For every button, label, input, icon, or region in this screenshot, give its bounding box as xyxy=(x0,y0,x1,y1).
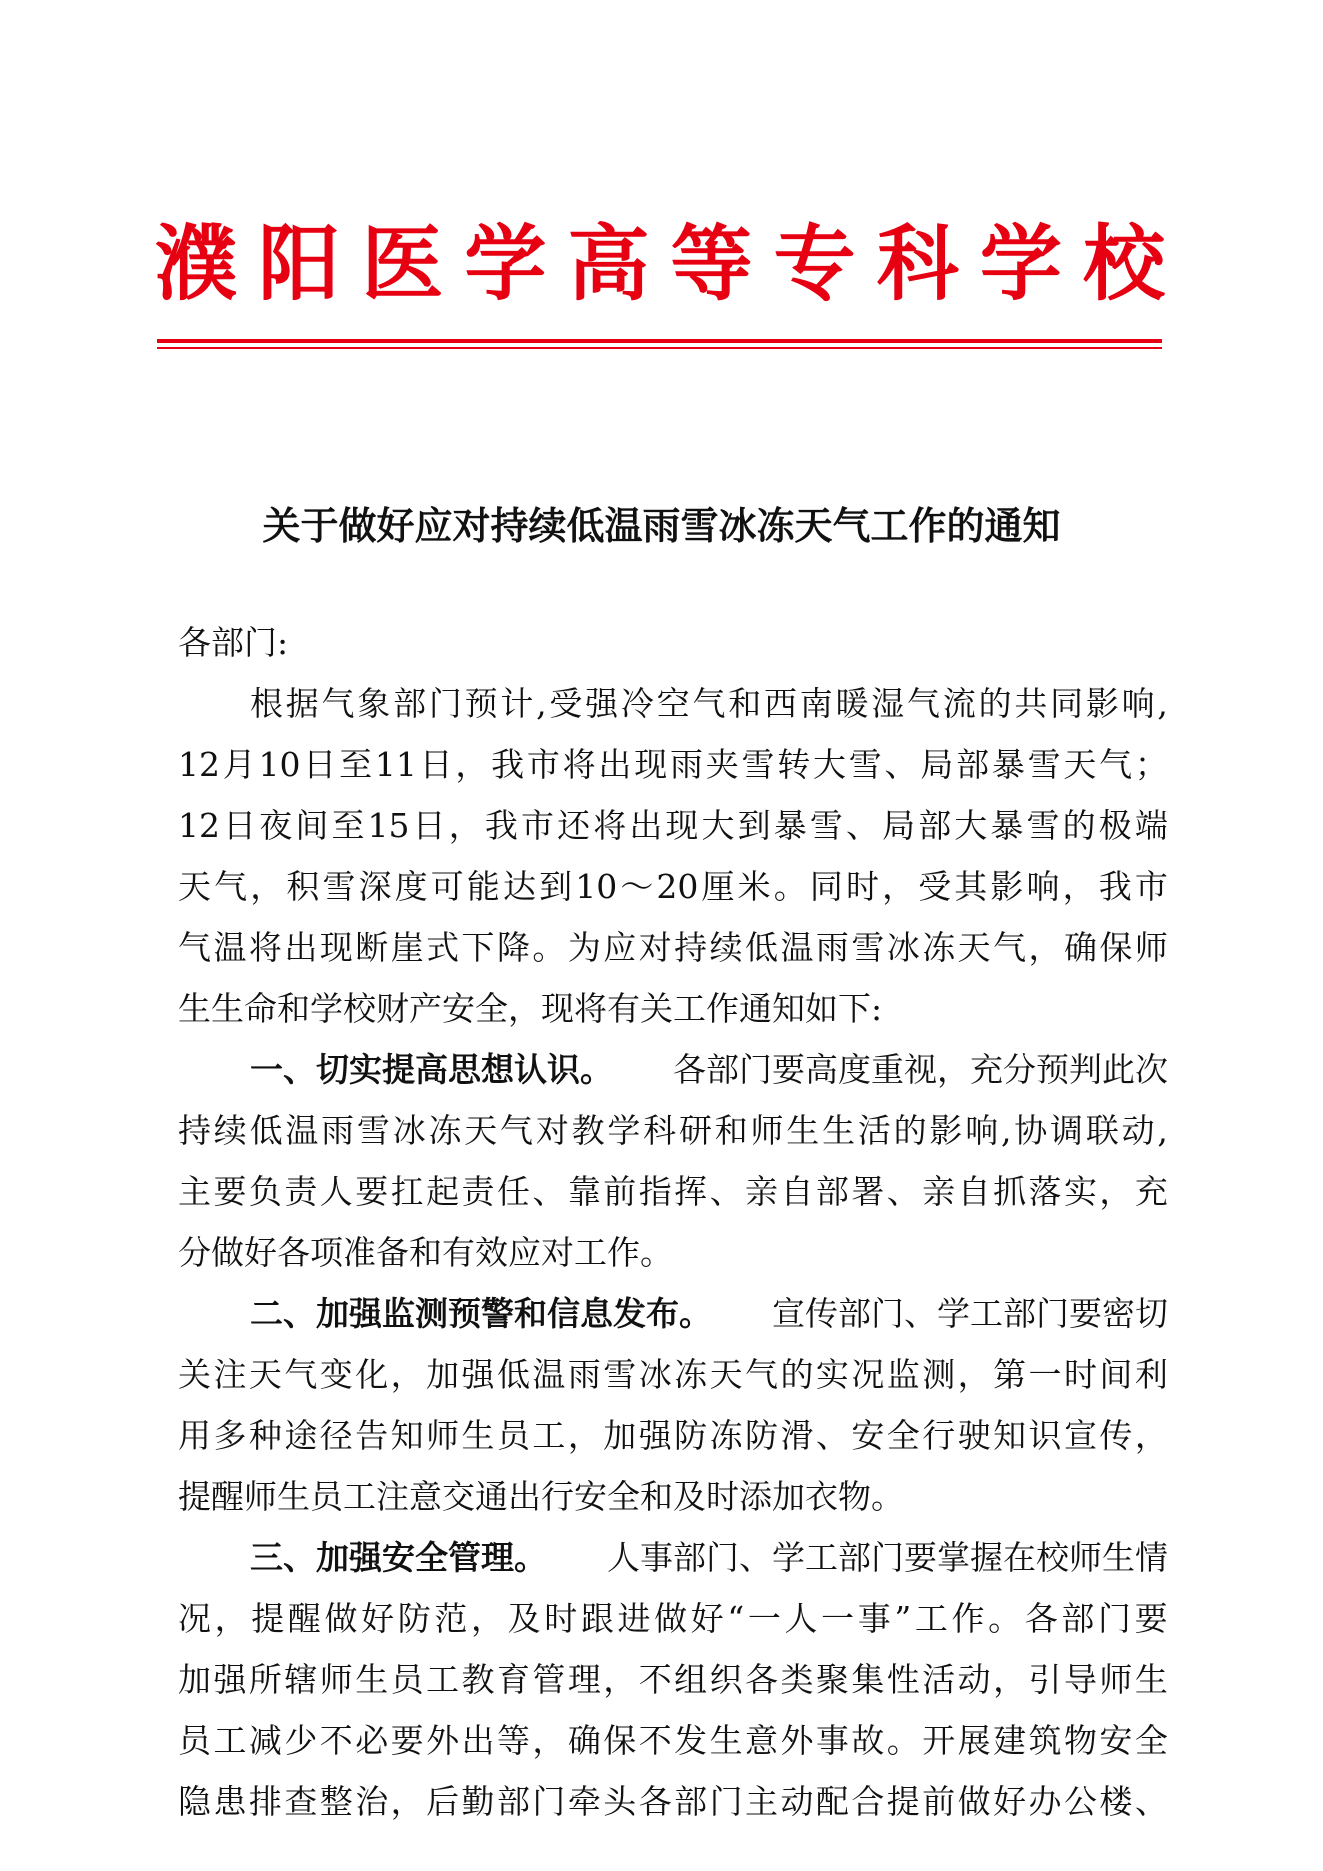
section-1-heading: 一、切实提高思想认识。 xyxy=(250,1050,613,1089)
masthead-char: 高 xyxy=(567,216,650,312)
section-2-first-line xyxy=(178,1283,1168,1344)
section-3-line: 加 强 所 辖 师 生 员 工 教 育 管 理 ， 不 组 织 各 类 聚 集 性 活 动 ， 引 导 师 生 xyxy=(178,1660,1168,1699)
section-1-line-text: 各部门要高度重视，充分预判此次 xyxy=(673,1050,1168,1089)
section-3-heading: 三、加强安全管理。 xyxy=(250,1538,547,1577)
masthead-char: 等 xyxy=(670,216,753,312)
masthead-char: 濮 xyxy=(155,216,238,312)
masthead-char: 医 xyxy=(361,216,444,312)
intro-line-text: 生生命和学校财产安全，现将有关工作通知如下: xyxy=(178,989,883,1028)
section-2-line: 用 多 种 途 径 告 知 师 生 员 工 ， 加 强 防 冻 防 滑 、 安 全 行 驶 知 识 宣 传 ， xyxy=(178,1416,1168,1455)
section-1-first-line xyxy=(178,1039,1168,1100)
masthead-org-name xyxy=(155,214,1165,314)
section-2-line: 关 注 天 气 变 化 ， 加 强 低 温 雨 雪 冰 冻 天 气 的 实 况 监 测 ， 第 一 时 间 利 xyxy=(178,1355,1168,1394)
section-3-line: 况 ， 提 醒 做 好 防 范 ， 及 时 跟 进 做 好 “ 一 人 一 事 ” 工 作 。 各 部 门 要 xyxy=(178,1599,1168,1638)
masthead-char: 科 xyxy=(876,216,959,312)
section-1-line: 主 要 负 责 人 要 扛 起 责 任 、 靠 前 指 挥 、 亲 自 部 署 、 亲 自 抓 落 实 ， 充 xyxy=(178,1172,1168,1211)
intro-line xyxy=(178,978,1168,1039)
masthead-char: 专 xyxy=(773,216,856,312)
masthead-rule-thick xyxy=(157,339,1162,343)
salutation xyxy=(178,612,1168,673)
masthead-char: 学 xyxy=(464,216,547,312)
section-2-line xyxy=(178,1466,1168,1527)
section-3-first-line xyxy=(178,1527,1168,1588)
intro-line: 12 月 10 日 至 11 日 ， 我 市 将 出 现 雨 夹 雪 转 大 雪 、 局 部 暴 雪 天 气 ； xyxy=(178,745,1168,784)
section-1-line: 持 续 低 温 雨 雪 冰 冻 天 气 对 教 学 科 研 和 师 生 生 活 的 影 响 , 协 调 联 动 , xyxy=(178,1111,1168,1150)
document-body xyxy=(178,612,1168,1832)
intro-line: 根 据 气 象 部 门 预 计 , 受 强 冷 空 气 和 西 南 暖 湿 气 流 的 共 同 影 响 , xyxy=(250,684,1168,723)
section-2-line-text: 提醒师生员工注意交通出行安全和及时添加衣物。 xyxy=(178,1477,904,1516)
document-title: 关于做好应对持续低温雨雪冰冻天气工作的通知 xyxy=(262,503,1061,548)
intro-line: 天 气 ， 积 雪 深 度 可 能 达 到 10 ～ 20 厘 米 。 同 时 ， 受 其 影 响 ， 我 市 xyxy=(178,867,1168,906)
section-2-heading: 二、加强监测预警和信息发布。 xyxy=(250,1294,712,1333)
salutation-text: 各部门: xyxy=(178,623,289,662)
masthead-char: 学 xyxy=(979,216,1062,312)
section-1-line-text: 分做好各项准备和有效应对工作。 xyxy=(178,1233,673,1272)
section-3-line: 员 工 减 少 不 必 要 外 出 等 ， 确 保 不 发 生 意 外 事 故 。 开 展 建 筑 物 安 全 xyxy=(178,1721,1168,1760)
masthead-char: 校 xyxy=(1082,216,1165,312)
intro-line: 12 日 夜 间 至 15 日 ， 我 市 还 将 出 现 大 到 暴 雪 、 局 部 大 暴 雪 的 极 端 xyxy=(178,806,1168,845)
section-2-line-text: 宣传部门、学工部门要密切 xyxy=(772,1294,1168,1333)
section-3-line-text: 人事部门、学工部门要掌握在校师生情 xyxy=(607,1538,1168,1577)
section-3-line: 隐 患 排 查 整 治 ， 后 勤 部 门 牵 头 各 部 门 主 动 配 合 提 前 做 好 办 公 楼 、 xyxy=(178,1782,1168,1821)
masthead-rule-thin xyxy=(157,347,1162,349)
intro-line: 气 温 将 出 现 断 崖 式 下 降 。 为 应 对 持 续 低 温 雨 雪 冰 冻 天 气 ， 确 保 师 xyxy=(178,928,1168,967)
masthead-char: 阳 xyxy=(258,216,341,312)
section-1-line xyxy=(178,1222,1168,1283)
